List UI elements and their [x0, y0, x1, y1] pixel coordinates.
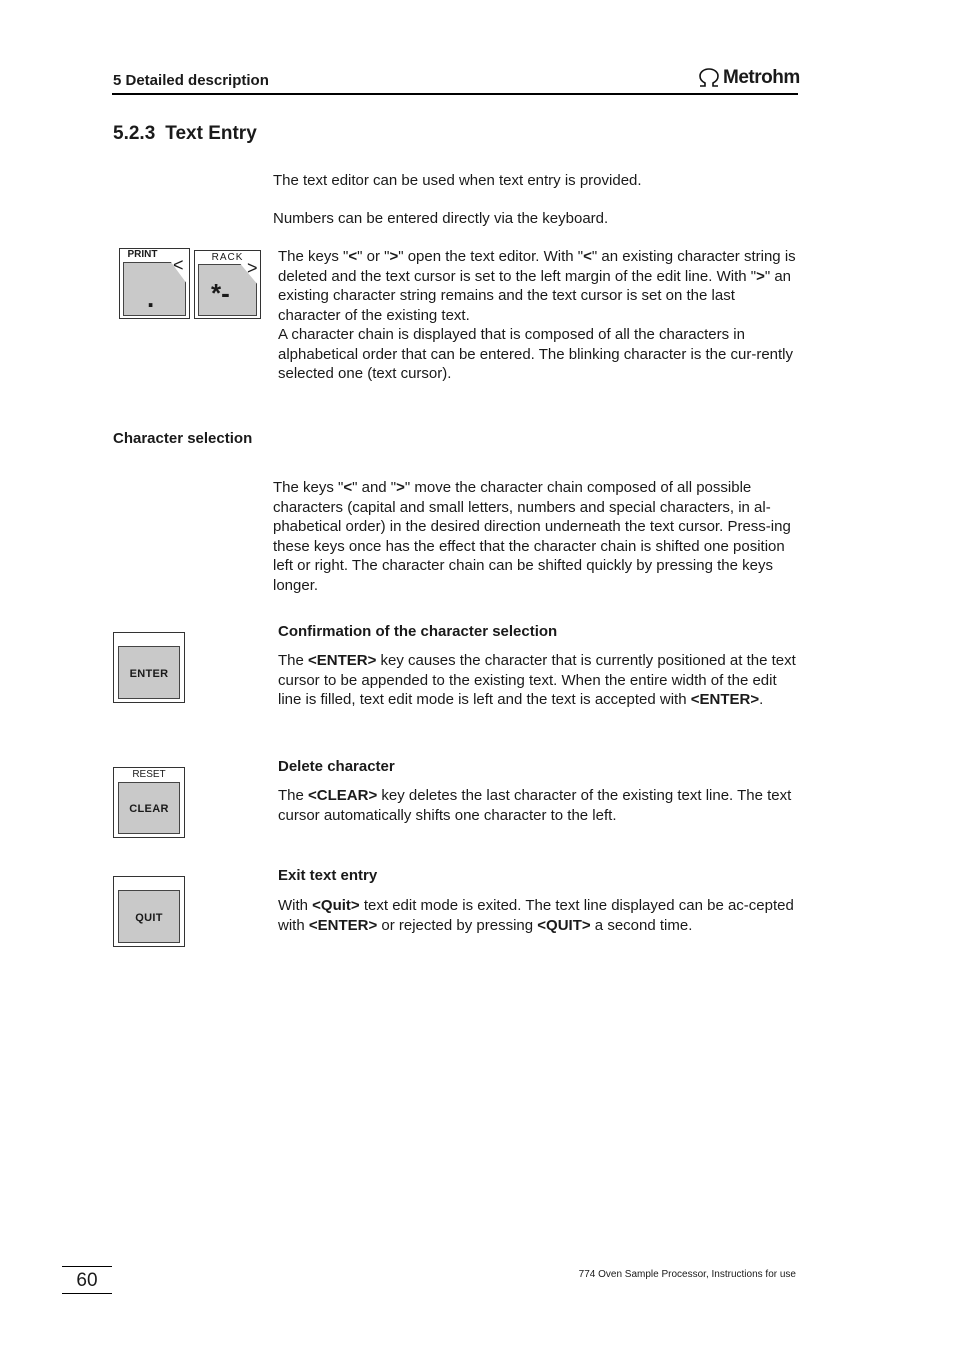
header-rule [112, 93, 798, 95]
character-selection-heading: Character selection [113, 430, 253, 447]
right-arrow-glyph: > [247, 258, 258, 278]
editor-description: The keys "<" or ">" open the text editor. With "<" an existing character string is deleted and the text cursor is set to the left margin of the edit line. With ">" an existing character string remains and the text cursor is set on the last character of the existing text. A character chain is displayed that is composed of all the characters in alphabetical order that can be entered. The blinking character is the cur-rently selected one (text cursor). [278, 248, 796, 382]
clear-key[interactable] [113, 767, 185, 838]
character-chain-description: A character chain is displayed that is composed of all the characters in alphabetical order that can be entered. The blinking character is the cur-rently selected one (text cursor). [278, 326, 794, 382]
brand-logo [697, 67, 800, 89]
delete-character-text: The <CLEAR> key deletes the last character of the existing text line. The text cursor automatically shifts one character to the left. [278, 787, 792, 824]
document-title: 774 Oven Sample Processor, Instructions for use [578, 1269, 796, 1280]
print-key[interactable] [119, 248, 190, 319]
quit-key-face [118, 890, 180, 943]
section-number: 5.2.3 [113, 123, 156, 144]
delete-character-heading: Delete character [278, 758, 395, 775]
clear-key-face [118, 782, 180, 834]
exit-text-entry-heading: Exit text entry [278, 867, 378, 884]
footer-rule-bottom [62, 1293, 112, 1294]
section-title: Text Entry [165, 123, 257, 144]
enter-key-face [118, 646, 180, 699]
page-number: 60 [76, 1270, 98, 1291]
reset-label: RESET [132, 769, 166, 780]
character-selection-text: The keys "<" and ">" move the character chain composed of all possible characters (capital and small letters, numbers and special characters, in al-phabetical order) in the desired direction underneath the text cursor. Press-ing these keys once has the effect that the character chain is shifted one position left or right. The character chain can be shifted quickly by pressing the keys longer. [273, 479, 791, 594]
quit-key-label: QUIT [135, 912, 163, 924]
rack-key[interactable] [194, 250, 261, 319]
print-key-label: PRINT [127, 249, 158, 260]
intro-paragraph-1: The text editor can be used when text entry is provided. [273, 172, 642, 189]
brand-name: Metrohm [723, 67, 800, 88]
asterisk-minus-glyph: *- [211, 278, 230, 308]
left-arrow-glyph: < [173, 255, 184, 275]
intro-paragraph-2: Numbers can be entered directly via the keyboard. [273, 210, 609, 227]
rack-key-label: RACK [211, 252, 244, 263]
footer-rule-top [62, 1266, 112, 1267]
confirmation-heading: Confirmation of the character selection [278, 623, 558, 640]
confirmation-text: The <ENTER> key causes the character that is currently positioned at the text cursor to be appended to the existing text. When the entire width of the edit line is filled, text edit mode is left and the text is accepted with <ENTER>. [278, 652, 796, 708]
enter-key-label: ENTER [129, 668, 169, 680]
decimal-point-glyph: . [147, 283, 155, 313]
exit-text-entry-text: With <Quit> text edit mode is exited. The text line displayed can be ac-cepted with <ENTER> or rejected by pressing <QUIT> a second time. [278, 897, 794, 934]
omega-icon [697, 68, 721, 88]
enter-key[interactable] [113, 632, 185, 703]
clear-key-label: CLEAR [129, 803, 169, 815]
running-header: 5 Detailed description [113, 72, 269, 89]
section-heading [113, 123, 257, 145]
quit-key[interactable] [113, 876, 185, 947]
